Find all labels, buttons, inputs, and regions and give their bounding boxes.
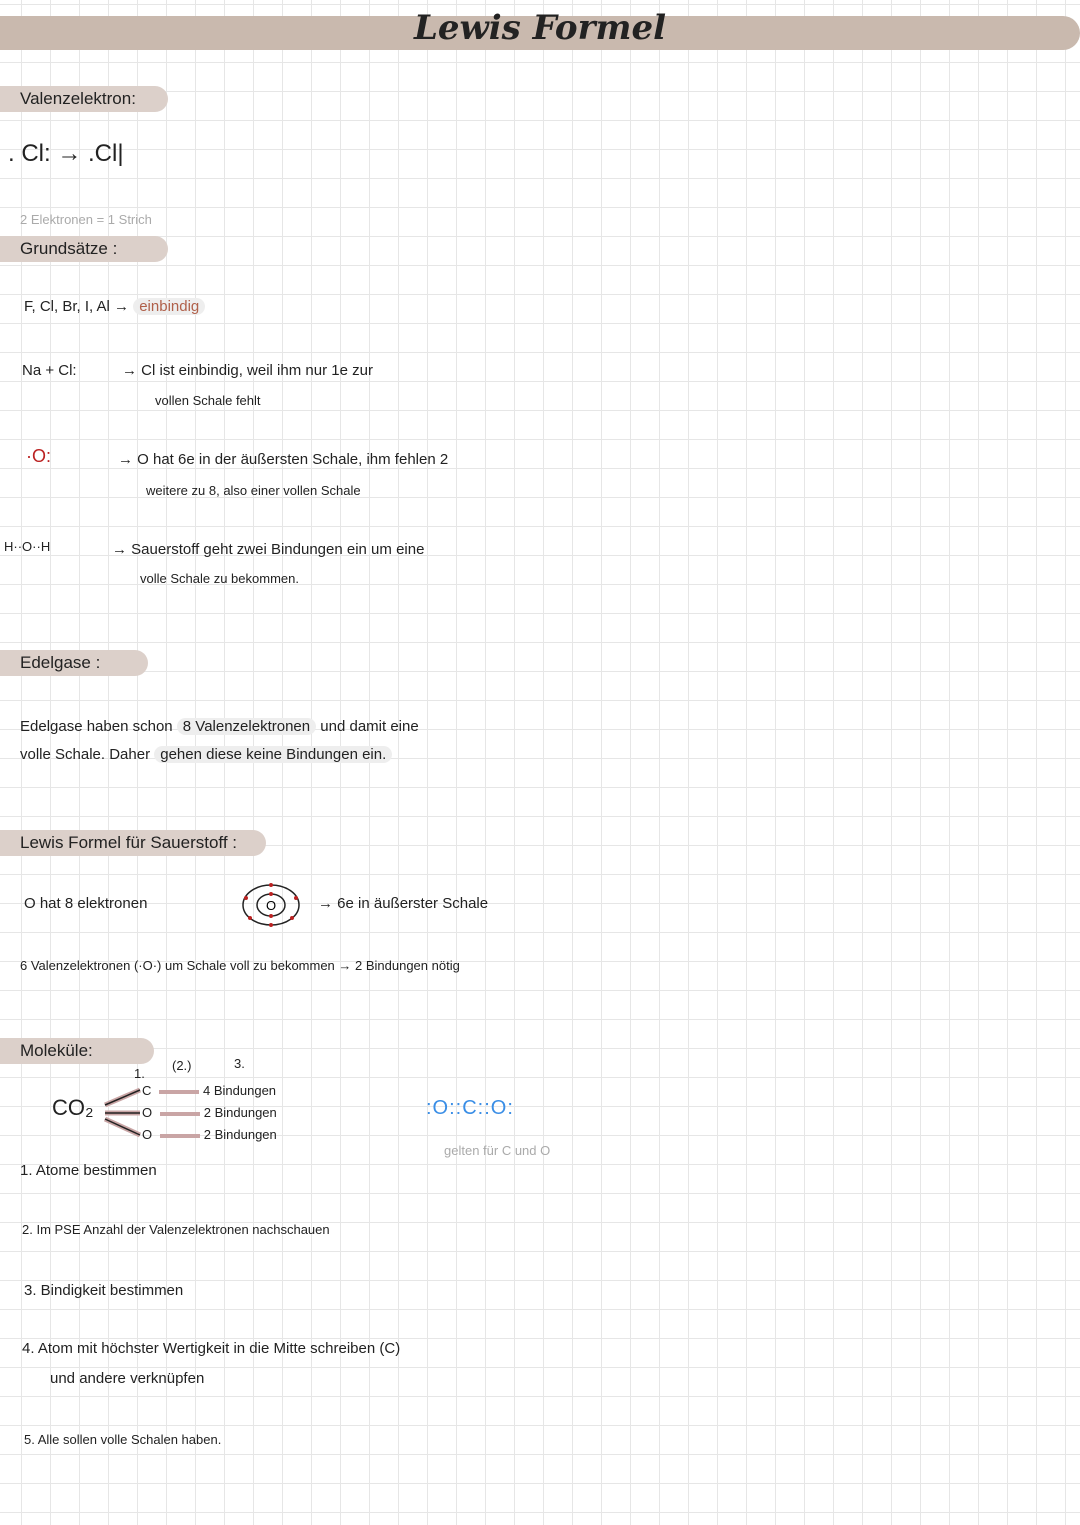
section-lewis-sauerstoff: Lewis Formel für Sauerstoff : — [0, 830, 266, 856]
step-5: 5. Alle sollen volle Schalen haben. — [24, 1432, 222, 1447]
co2-atoms — [142, 1080, 277, 1146]
outer-shell-text: → 6e in äußerster Schale — [318, 895, 489, 912]
section-grundsaetze: Grundsätze : — [0, 236, 168, 262]
h2o-formula: H··O··H — [4, 539, 51, 554]
o-formula: ·O: — [26, 446, 51, 466]
einbindig-label: einbindig — [133, 298, 205, 315]
col-3-label: 3. — [234, 1056, 245, 1071]
cl-dots-formula: . Cl: → — [8, 140, 82, 167]
edel-highlight: 8 Valenzelektronen — [177, 718, 316, 735]
valence-bond-text: 6 Valenzelektronen (·O·) um Schale voll zu bekommen → 2 Bindungen nötig — [20, 958, 460, 973]
oxygen-shell-diagram — [240, 882, 302, 928]
edel-text: und damit eine — [320, 718, 419, 735]
step-4-cont: und andere verknüpfen — [50, 1370, 205, 1387]
h2o-text-1: → Sauerstoff geht zwei Bindungen ein um eine — [112, 541, 425, 558]
edel-line-1 — [20, 718, 419, 735]
step-3: 3. Bindigkeit bestimmen — [24, 1282, 184, 1299]
o-electrons-text: O hat 8 elektronen — [24, 895, 148, 912]
nacl-formula: Na + Cl: — [22, 362, 77, 379]
edel-text: volle Schale. Daher — [20, 746, 151, 763]
section-valenzelektron: Valenzelektron: — [0, 86, 168, 112]
co2-lewis-note: gelten für C und O — [444, 1143, 551, 1158]
atom-row: O 2 Bindungen — [142, 1127, 277, 1142]
nacl-text-2: vollen Schale fehlt — [155, 393, 261, 408]
section-molekuele: Moleküle: — [0, 1038, 154, 1064]
section-edelgase: Edelgase : — [0, 650, 148, 676]
o-text-2: weitere zu 8, also einer vollen Schale — [146, 483, 361, 498]
page-title: Lewis Formel — [413, 8, 667, 48]
col-2-label: (2.) — [172, 1058, 192, 1073]
edel-text: Edelgase haben schon — [20, 718, 173, 735]
step-4: 4. Atom mit höchster Wertigkeit in die Mitte schreiben (C) — [22, 1340, 401, 1357]
step-1: 1. Atome bestimmen — [20, 1162, 157, 1179]
cl-formula — [8, 140, 124, 168]
edel-highlight: gehen diese keine Bindungen ein. — [154, 746, 392, 763]
col-1-label: 1. — [134, 1066, 145, 1081]
cl-line-formula: .Cl| — [88, 140, 124, 167]
nacl-text-1: → Cl ist einbindig, weil ihm nur 1e zur — [122, 362, 373, 379]
co2-formula: CO₂ — [52, 1095, 94, 1120]
o-text-1: → O hat 6e in der äußersten Schale, ihm fehlen 2 — [118, 451, 449, 468]
atom-center-label: O — [266, 898, 277, 913]
elements-list: F, Cl, Br, I, Al → — [24, 298, 130, 315]
elements-line — [24, 298, 205, 315]
electron-note: 2 Elektronen = 1 Strich — [20, 212, 152, 227]
h2o-text-2: volle Schale zu bekommen. — [140, 571, 299, 586]
co2-lewis-structure: :O::C::O: — [426, 1097, 514, 1119]
edel-line-2 — [20, 746, 392, 763]
atom-row: O 2 Bindungen — [142, 1105, 277, 1120]
atom-row: C 4 Bindungen — [142, 1083, 277, 1098]
step-2: 2. Im PSE Anzahl der Valenzelektronen nachschauen — [22, 1222, 330, 1237]
